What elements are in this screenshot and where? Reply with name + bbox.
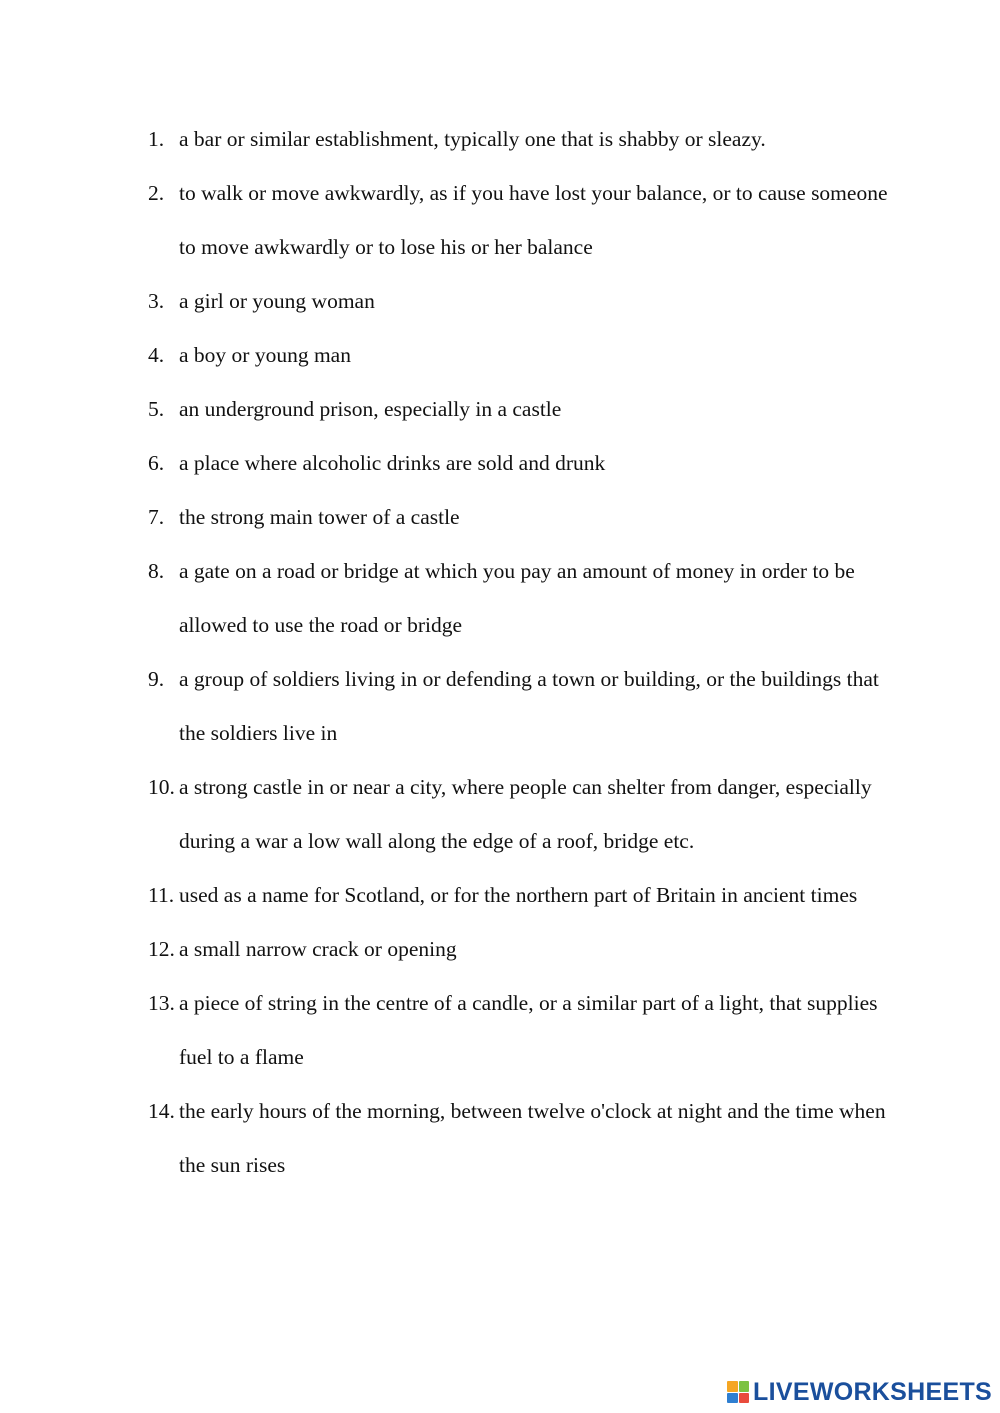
- definition-number: 9.: [148, 667, 165, 691]
- definition-number: 7.: [148, 505, 165, 529]
- definition-item: [148, 652, 888, 760]
- definition-item: [148, 1084, 888, 1192]
- definition-number: 3.: [148, 289, 165, 313]
- definition-text: an underground prison, especially in a castle: [179, 397, 562, 421]
- definition-list: [148, 112, 888, 1192]
- definition-item: [148, 976, 888, 1084]
- definition-item: [148, 922, 888, 976]
- definition-number: 12.: [148, 937, 175, 961]
- liveworksheets-logo-text: LIVEWORKSHEETS: [753, 1378, 992, 1406]
- definition-text: a strong castle in or near a city, where people can shelter from danger, especially during a war a low wall along the edge of a roof, bridge etc.: [179, 775, 872, 853]
- definition-item: [148, 328, 888, 382]
- definition-item: [148, 868, 888, 922]
- definition-item: [148, 436, 888, 490]
- definition-number: 8.: [148, 559, 165, 583]
- definition-number: 5.: [148, 397, 165, 421]
- definition-item: [148, 274, 888, 328]
- definition-text: a group of soldiers living in or defending a town or building, or the buildings that the soldiers live in: [179, 667, 879, 745]
- definition-text: a piece of string in the centre of a candle, or a similar part of a light, that supplies fuel to a flame: [179, 991, 878, 1069]
- definition-text: a place where alcoholic drinks are sold and drunk: [179, 451, 606, 475]
- definition-item: [148, 112, 888, 166]
- definition-item: [148, 166, 888, 274]
- definition-number: 13.: [148, 991, 175, 1015]
- definition-number: 2.: [148, 181, 165, 205]
- definition-text: used as a name for Scotland, or for the northern part of Britain in ancient times: [179, 883, 858, 907]
- definition-text: a bar or similar establishment, typically one that is shabby or sleazy.: [179, 127, 766, 151]
- definition-text: the early hours of the morning, between twelve o'clock at night and the time when the sun rises: [179, 1099, 886, 1177]
- definition-text: the strong main tower of a castle: [179, 505, 460, 529]
- definition-item: [148, 544, 888, 652]
- definition-number: 4.: [148, 343, 165, 367]
- liveworksheets-logo: [727, 1377, 992, 1407]
- definition-item: [148, 760, 888, 868]
- definition-text: a boy or young man: [179, 343, 351, 367]
- definition-number: 14.: [148, 1099, 175, 1123]
- definition-text: to walk or move awkwardly, as if you have lost your balance, or to cause someone to move awkwardly or to lose his or her balance: [179, 181, 888, 259]
- liveworksheets-logo-icon: [727, 1381, 749, 1403]
- definition-item: [148, 490, 888, 544]
- definition-number: 11.: [148, 883, 175, 907]
- definition-text: a small narrow crack or opening: [179, 937, 457, 961]
- definition-number: 6.: [148, 451, 165, 475]
- definition-text: a girl or young woman: [179, 289, 375, 313]
- definition-item: [148, 382, 888, 436]
- definition-text: a gate on a road or bridge at which you pay an amount of money in order to be allowed to use the road or bridge: [179, 559, 855, 637]
- definition-number: 10.: [148, 775, 175, 799]
- definition-number: 1.: [148, 127, 165, 151]
